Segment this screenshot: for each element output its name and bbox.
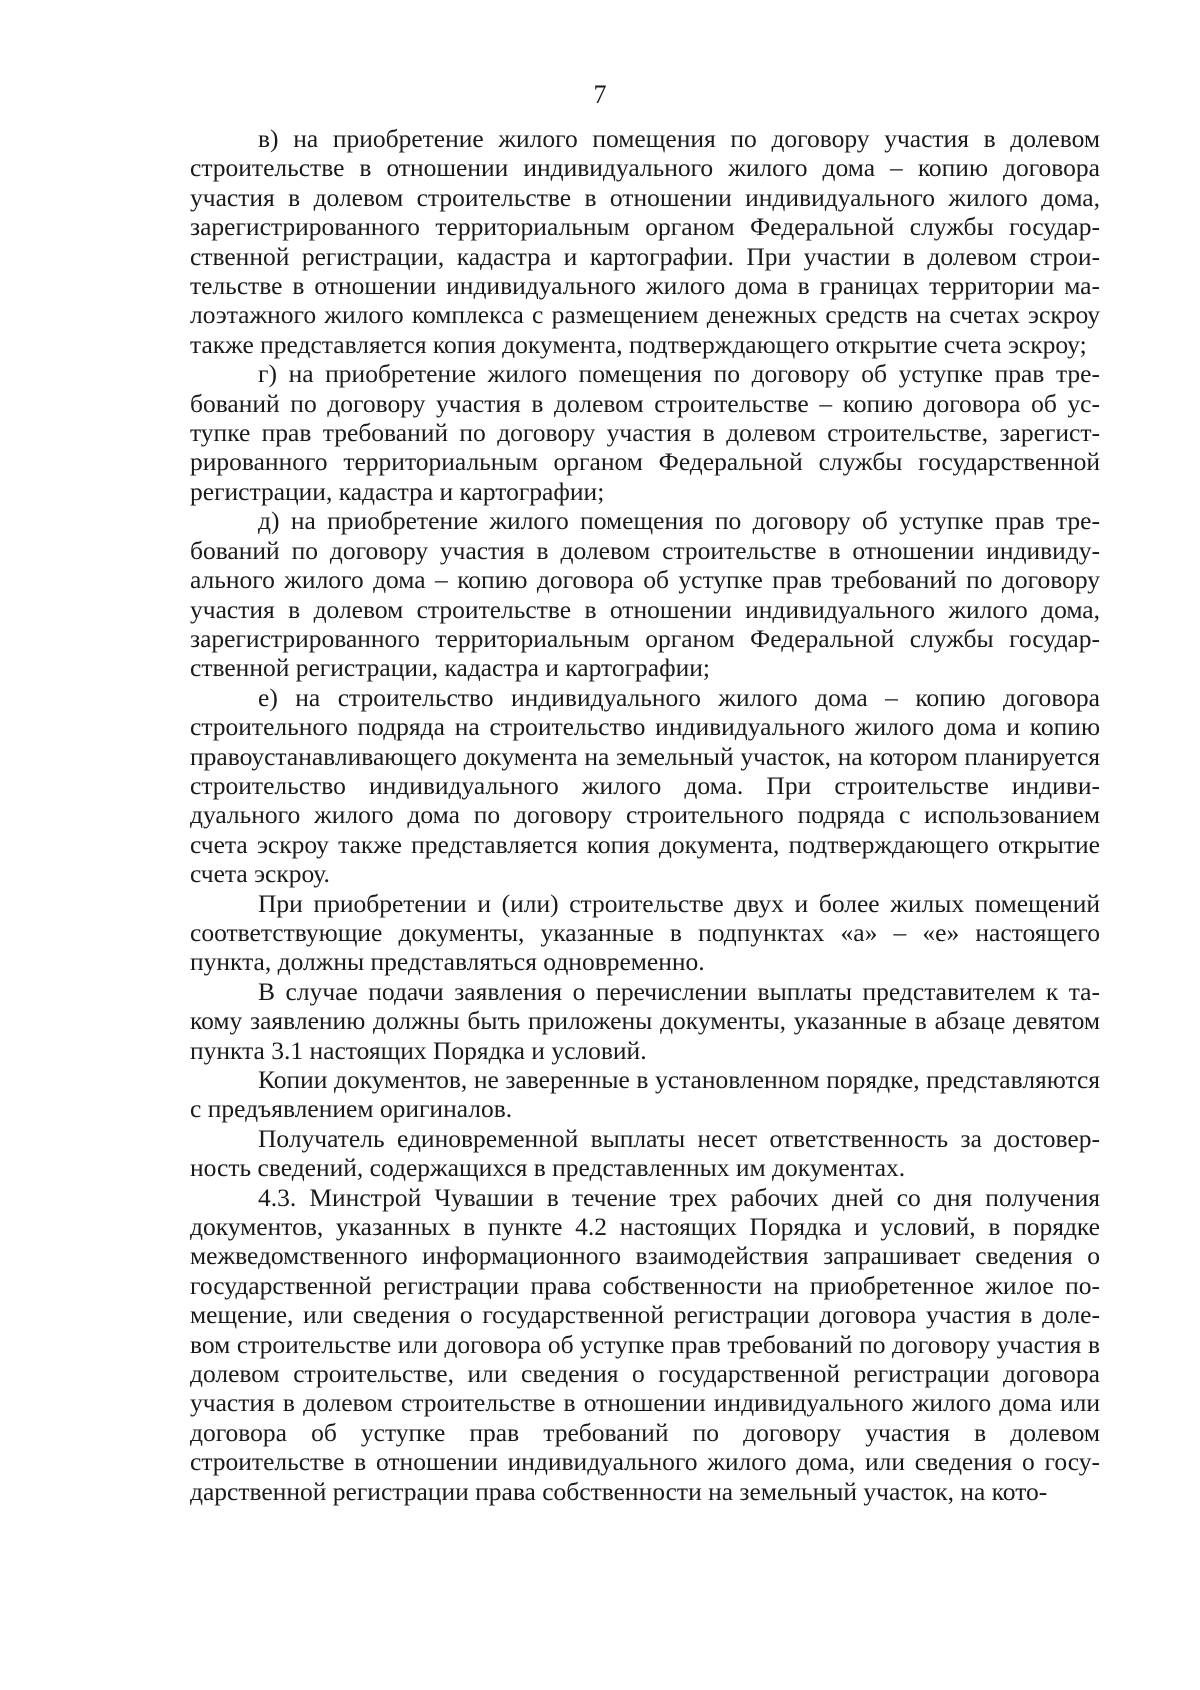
paragraph-responsibility: Получатель единовременной выплаты несет ответственность за достоверность сведений, содержащихся в представленных им документах. — [190, 1123, 1100, 1183]
paragraph-representative: В случае подачи заявления о перечислении выплаты представителем к такому заявлению должны быть приложены документы, указанные в абзаце девятом пункта 3.1 настоящих Порядка и условий. — [190, 976, 1100, 1065]
page-number: 7 — [593, 80, 607, 109]
paragraph-d: д) на приобретение жилого помещения по договору об уступке прав требований по договору участия в долевом строительстве в отношении индивидуального жилого дома – копию договора об уступке прав требований по договору участия в долевом строительстве в отношении индивидуального жилого дома, зарегистрированного территориальным органом Федеральной службы государственной регистрации, кадастра и картографии; — [190, 506, 1100, 683]
paragraph-copies: Копии документов, не заверенные в установленном порядке, представляются с предъявлением оригиналов. — [190, 1065, 1100, 1124]
paragraph-e: е) на строительство индивидуального жилого дома – копию договора строительного подряда на строительство индивидуального жилого дома и копию правоустанавливающего документа на земельный участок, на котором планируется строительство индивидуального жилого дома. При строительстве индивидуального жилого дома по договору строительного подряда с использованием счета эскроу также представляется копия документа, подтверждающего открытие счета эскроу. — [190, 682, 1100, 889]
paragraph-multiple-dwellings: При приобретении и (или) строительстве двух и более жилых помещений соответствующие документы, указанные в подпунктах «а» – «е» настоящего пункта, должны представляться одновременно. — [190, 888, 1100, 977]
paragraph-v: в) на приобретение жилого помещения по договору участия в долевом строительстве в отношении индивидуального жилого дома – копию договора участия в долевом строительстве в отношении индивидуального жилого дома, зарегистрированного территориальным органом Федеральной службы государственной регистрации, кадастра и картографии. При участии в долевом строительстве в отношении индивидуального жилого дома в границах территории малоэтажного жилого комплекса с размещением денежных средств на счетах эскроу также представляется копия документа, подтверждающего открытие счета эскроу; — [190, 124, 1100, 359]
paragraph-4-3: 4.3. Минстрой Чувашии в течение трех рабочих дней со дня получения документов, указанных в пункте 4.2 настоящих Порядка и условий, в порядке межведомственного информационного взаимодействия запрашивает сведения о государственной регистрации права собственности на приобретенное жилое помещение, или сведения о государственной регистрации договора участия в долевом строительстве или договора об уступке прав требований по договору участия в долевом строительстве, или сведения о государственной регистрации договора участия в долевом строительстве в отношении индивидуального жилого дома или договора об уступке прав требований по договору участия в долевом строительстве в отношении индивидуального жилого дома, или сведения о государственной регистрации права собственности на земельный участок, на кото- — [190, 1182, 1100, 1506]
document-body — [190, 124, 1100, 1506]
paragraph-g: г) на приобретение жилого помещения по договору об уступке прав требований по договору участия в долевом строительстве – копию договора об уступке прав требований по договору участия в долевом строительстве, зарегистрированного территориальным органом Федеральной службы государственной регистрации, кадастра и картографии; — [190, 359, 1100, 506]
